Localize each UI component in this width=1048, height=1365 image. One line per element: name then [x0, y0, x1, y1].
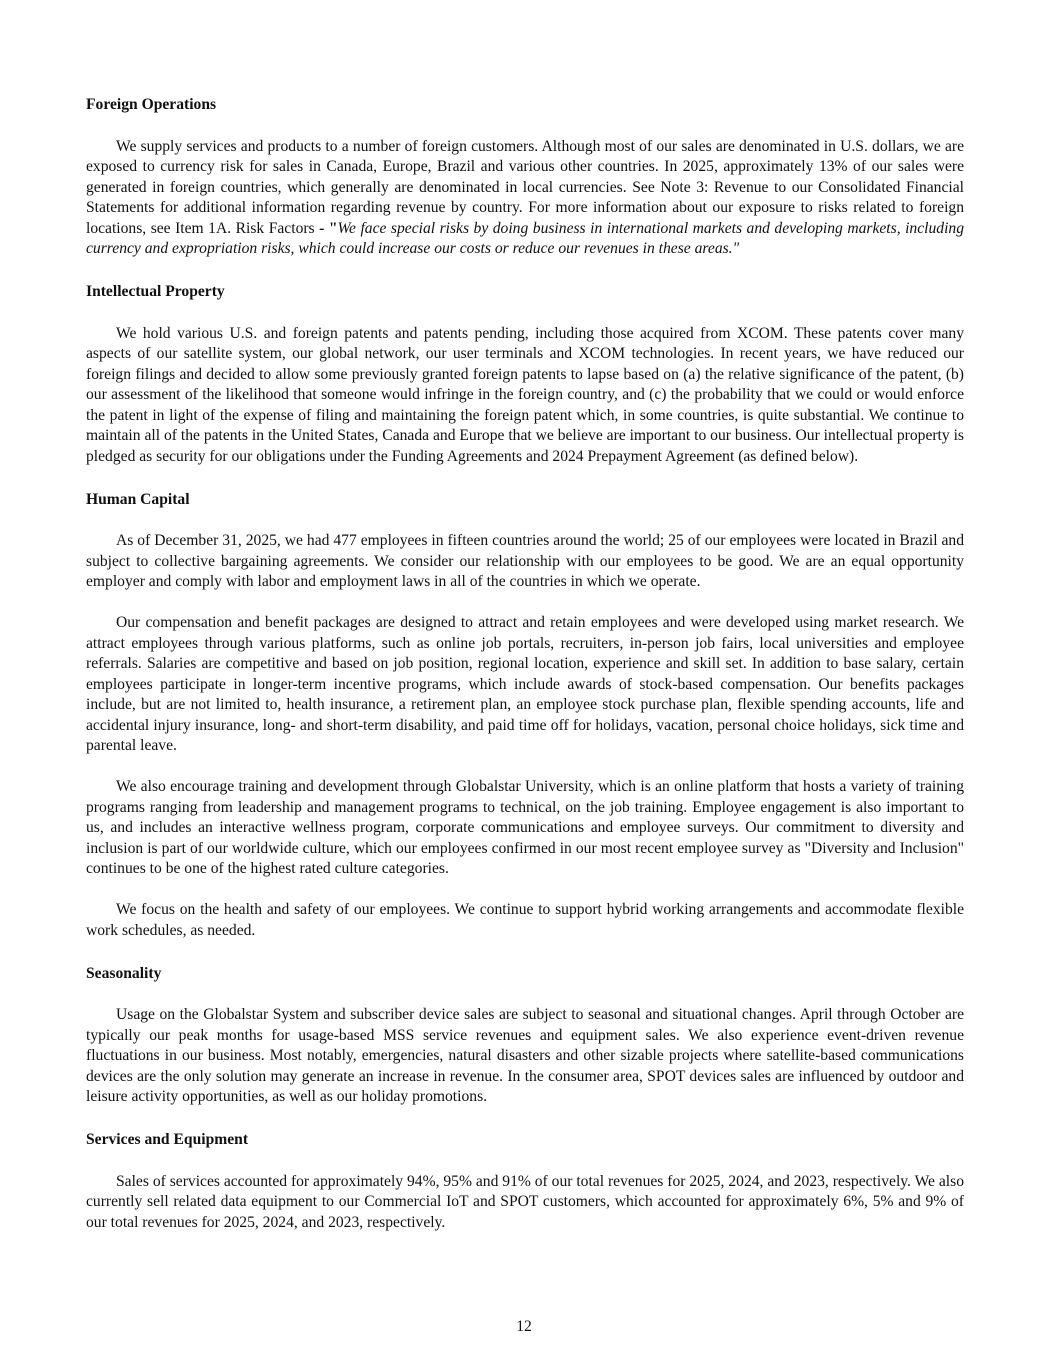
document-page — [86, 93, 964, 1254]
foreign-risk-quote: We face special risks by doing business in international markets and developing markets, including currency and expropriation risks, which could increase our costs or reduce our revenues in these areas." — [86, 219, 964, 257]
page-number: 12 — [516, 1318, 532, 1335]
paragraph-human-capital-4: We focus on the health and safety of our employees. We continue to support hybrid working arrangements and accommodate flexible work schedules, as needed. — [86, 901, 964, 939]
heading-seasonality: Seasonality — [86, 964, 162, 982]
paragraph-foreign-operations — [86, 137, 964, 260]
heading-foreign-operations: Foreign Operations — [86, 96, 217, 113]
foreign-text: We supply services and products to a number of foreign customers. Although most of our sales are denominated in U.S. dollars, we are exposed to currency risk for sales in Canada, Europe, Brazil and various other countries. In 2025, approximately 13% of our sales were generated in foreign countries, which generally are denominated in local currencies. See Note 3: Revenue to our Consolidated Financial Statements for additional information regarding revenue by country. For more information about our exposure to risks related to foreign locations, see Item 1A. Risk Factors — [86, 137, 964, 237]
paragraph-human-capital-2: Our compensation and benefit packages are designed to attract and retain employees and were developed using market research. We attract employees through various platforms, such as online job portals, recruiters, in-person job fairs, local universities and employee referrals. Salaries are competitive and based on job position, regional location, experience and skill set. In addition to base salary, certain employees participate in longer-term incentive programs, which include awards of stock-based compensation. Our benefits packages include, but are not limited to, health insurance, a retirement plan, an employee stock purchase plan, flexible spending accounts, life and accidental injury insurance, long- and short-term disability, and paid time off for holidays, vacation, personal choice holidays, sick time and parental leave. — [86, 614, 964, 754]
heading-human-capital: Human Capital — [86, 490, 190, 508]
paragraph-seasonality: Usage on the Globalstar System and subscriber device sales are subject to seasonal and situational changes. April through October are typically our peak months for usage-based MSS service revenues and equipment sales. We also experience event-driven revenue fluctuations in our business. Most notably, emergencies, natural disasters and other sizable projects where satellite-based communications devices are the only solution may generate an increase in revenue. In the consumer area, SPOT devices sales are influenced by outdoor and leisure activity opportunities, as well as our holiday promotions. — [86, 1006, 964, 1105]
heading-services-equipment: Services and Equipment — [86, 1131, 249, 1148]
paragraph-human-capital-1: As of December 31, 2025, we had 477 employees in fifteen countries around the world; 25 of our employees were located in Brazil and subject to collective bargaining agreements. We consider our relationship with our employees to be good. We are an equal opportunity employer and comply with labor and employment laws in all of the countries in which we operate. — [86, 532, 964, 590]
foreign-dash: - " — [319, 219, 338, 237]
paragraph-human-capital-3: We also encourage training and development through Globalstar University, which is an online platform that hosts a variety of training programs ranging from leadership and management programs to technical, on the job training. Employee engagement is also important to us, and includes an interactive wellness program, corporate communications and employee surveys. Our commitment to diversity and inclusion is part of our worldwide culture, which our employees confirmed in our most recent employee survey as "Diversity and Inclusion" continues to be one of the highest rated culture categories. — [86, 778, 964, 877]
heading-intellectual-property: Intellectual Property — [86, 283, 225, 300]
paragraph-intellectual-property: We hold various U.S. and foreign patents and patents pending, including those acquired from XCOM. These patents cover many aspects of our satellite system, our global network, our user terminals and XCOM technologies. In recent years, we have reduced our foreign filings and decided to allow some previously granted foreign patents to lapse based on (a) the relative significance of the patent, (b) our assessment of the likelihood that someone would infringe in the foreign country, and (c) the probability that we could or would enforce the patent in light of the expense of filing and maintaining the foreign patent which, in some countries, is quite substantial. We continue to maintain all of the patents in the United States, Canada and Europe that we believe are important to our business. Our intellectual property is pledged as security for our obligations under the Funding Agreements and 2024 Prepayment Agreement (as defined below). — [86, 324, 964, 465]
paragraph-services-equipment: Sales of services accounted for approximately 94%, 95% and 91% of our total revenues for 2025, 2024, and 2023, respectively. We also currently sell related data equipment to our Commercial IoT and SPOT customers, which accounted for approximately 6%, 5% and 9% of our total revenues for 2025, 2024, and 2023, respectively. — [86, 1172, 964, 1231]
